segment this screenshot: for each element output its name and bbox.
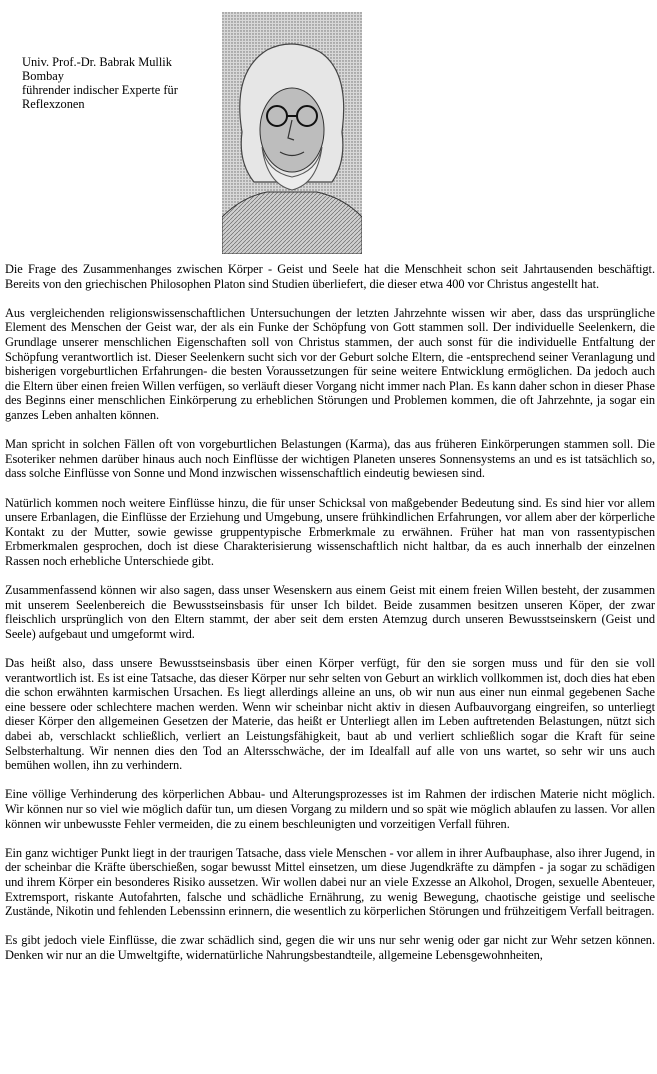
article-body (5, 262, 655, 977)
paragraph: Das heißt also, dass unsere Bewusstseinsbasis über einen Körper verfügt, für den sie sorgen muss und für den sie voll verantwortlich ist. Es ist eine Tatsache, das dieser Körper nur sehr selten von Geburt an wirklich vollkommen ist, doch dies hat eben die schon erwähnten karmischen Ursachen. Es liegt allerdings alleine an uns, ob wir nun aus einer nun einmal gegebenen Sache eine bessere oder schlechtere machen werden. Wenn wir scheinbar nicht aktiv in diesen Aufbauvorgang eingreifen, so unterliegt dieser Körper den allgemeinen Gesetzen der Materie, das heißt er Unterliegt allen im Leben auftretenden Belastungen, nützt sich dabei ab, verschlackt schließlich, verliert an Leistungsfähigkeit, baut ab und verliert schließlich sogar die Kraft für seine Selbsterhaltung. Wir nennen dies den Tod an Altersschwäche, der im Idealfall auf alle von uns wartet, so sehr wir uns auch bemühen wollen, ihn zu verhindern. (5, 656, 655, 773)
author-role-line-2: Reflexzonen (22, 97, 85, 111)
portrait-sketch (222, 12, 362, 254)
paragraph: Die Frage des Zusammenhanges zwischen Körper - Geist und Seele hat die Menschheit schon seit Jahrtausenden beschäftigt. Bereits von den griechischen Philosophen Platon sind Studien überliefert, die dieser etwa 400 vor Christus angestellt hat. (5, 262, 655, 291)
paragraph: Eine völlige Verhinderung des körperlichen Abbau- und Alterungsprozesses ist im Rahmen der irdischen Materie nicht möglich. Wir können nur so viel wie möglich dafür tun, um diesen Vorgang zu mildern und so spät wie möglich ablaufen zu lassen. Vor allen können wir unbewusste Fehler vermeiden, die zu einem beschleunigten und vorzeitigen Verfall führen. (5, 787, 655, 831)
author-city: Bombay (22, 69, 64, 83)
author-caption (22, 55, 212, 111)
paragraph: Aus vergleichenden religionswissenschaftlichen Untersuchungen der letzten Jahrzehnte wissen wir aber, dass das ursprüngliche Element des Menschen der Geist war, der als ein Funke der Schöpfung von Gott stammen soll. Der individuelle Seelenkern, die Grundlage unserer menschlichen Eigenschaften soll von Christus stammen, der auch sonst für die individuelle Entfaltung der Schöpfung verantwortlich ist. Dieser Seelenkern sucht sich vor der Geburt solche Eltern, die -entsprechend seiner Veranlagung und bisherigen vorgeburtlichen Erfahrungen- die besten Voraussetzungen für seine weitere Entwicklung ermöglichen. Da jedoch auch die Eltern über einen freien Willen verfügen, so verläuft dieser Vorgang nicht immer nach Plan. Es kann daher schon in dieser Phase des Beginns einer menschlichen Einkörperung zu erheblichen Störungen und Problemen kommen, die oft Jahrzehnte, ja sogar ein ganzes Leben anhalten können. (5, 305, 655, 422)
author-role-line-1: führender indischer Experte für (22, 83, 178, 97)
paragraph: Zusammenfassend können wir also sagen, dass unser Wesenskern aus einem Geist mit einem freien Willen besteht, der zusammen mit unserem Seelenbereich die Bewusstseinsbasis für unser Ich bildet. Beide zusammen besitzen unseren Köper, der zwar fleischlich ursprünglich von den Eltern stammt, der aber seit dem ersten Atemzug durch unseren Bewusstseinskern (Geist und Seele) aufgebaut und umgeformt wird. (5, 583, 655, 641)
paragraph: Ein ganz wichtiger Punkt liegt in der traurigen Tatsache, dass viele Menschen - vor allem in ihrer Aufbauphase, also ihrer Jugend, in der scheinbar die Kräfte überschießen, sogar bewusst Mittel einsetzen, um diese Jugendkräfte zu dämpfen - ja sogar zu schädigen und ihrem Körper ein besonderes Risiko aussetzen. Wir wollen dabei nur an viele Exzesse an Alkohol, Drogen, sexuelle Abenteuer, Extremsport, riskante Autofahrten, falsche und schädliche Ernährung, zu wenig Bewegung, chaotische geistige und seelische Zustände, Nikotin und fehlenden Lebenssinn erinnern, die wesentlich zu körperlichen Störungen und frühzeitigem Verfall beitragen. (5, 845, 655, 919)
paragraph: Natürlich kommen noch weitere Einflüsse hinzu, die für unser Schicksal von maßgebender Bedeutung sind. Es sind hier vor allem unsere Erbanlagen, die Einflüsse der Erziehung und Umgebung, unsere frühkindlichen Erfahrungen, vor allem aber der körperliche Kontakt zu der Mutter, sowie gewisse gruppentypische Erbmerkmale zu erwähnen. Früher hat man von rassentypischen Erbmerkmalen gesprochen, doch ist diese Charakterisierung wissenschaftlich nicht haltbar, da es auch innerhalb der einzelnen Rassen noch erhebliche Unterschiede gibt. (5, 495, 655, 568)
portrait-photo-icon (222, 12, 362, 254)
author-name: Univ. Prof.-Dr. Babrak Mullik (22, 55, 172, 69)
paragraph: Man spricht in solchen Fällen oft von vorgeburtlichen Belastungen (Karma), das aus früheren Einkörperungen stammen soll. Die Esoteriker nehmen darüber hinaus auch noch Einflüsse der wichtigen Planeten unseres Sonnensystems an und es ist tatsächlich so, dass solche Einflüsse von Sonne und Mond inzwischen wissenschaftlich eindeutig bewiesen sind. (5, 437, 655, 481)
paragraph: Es gibt jedoch viele Einflüsse, die zwar schädlich sind, gegen die wir uns nur sehr wenig oder gar nicht zur Wehr setzen können. Denken wir nur an die Umweltgifte, widernatürliche Nahrungsbestandteile, allgemeine Lebensgewohnheiten, (5, 933, 655, 962)
